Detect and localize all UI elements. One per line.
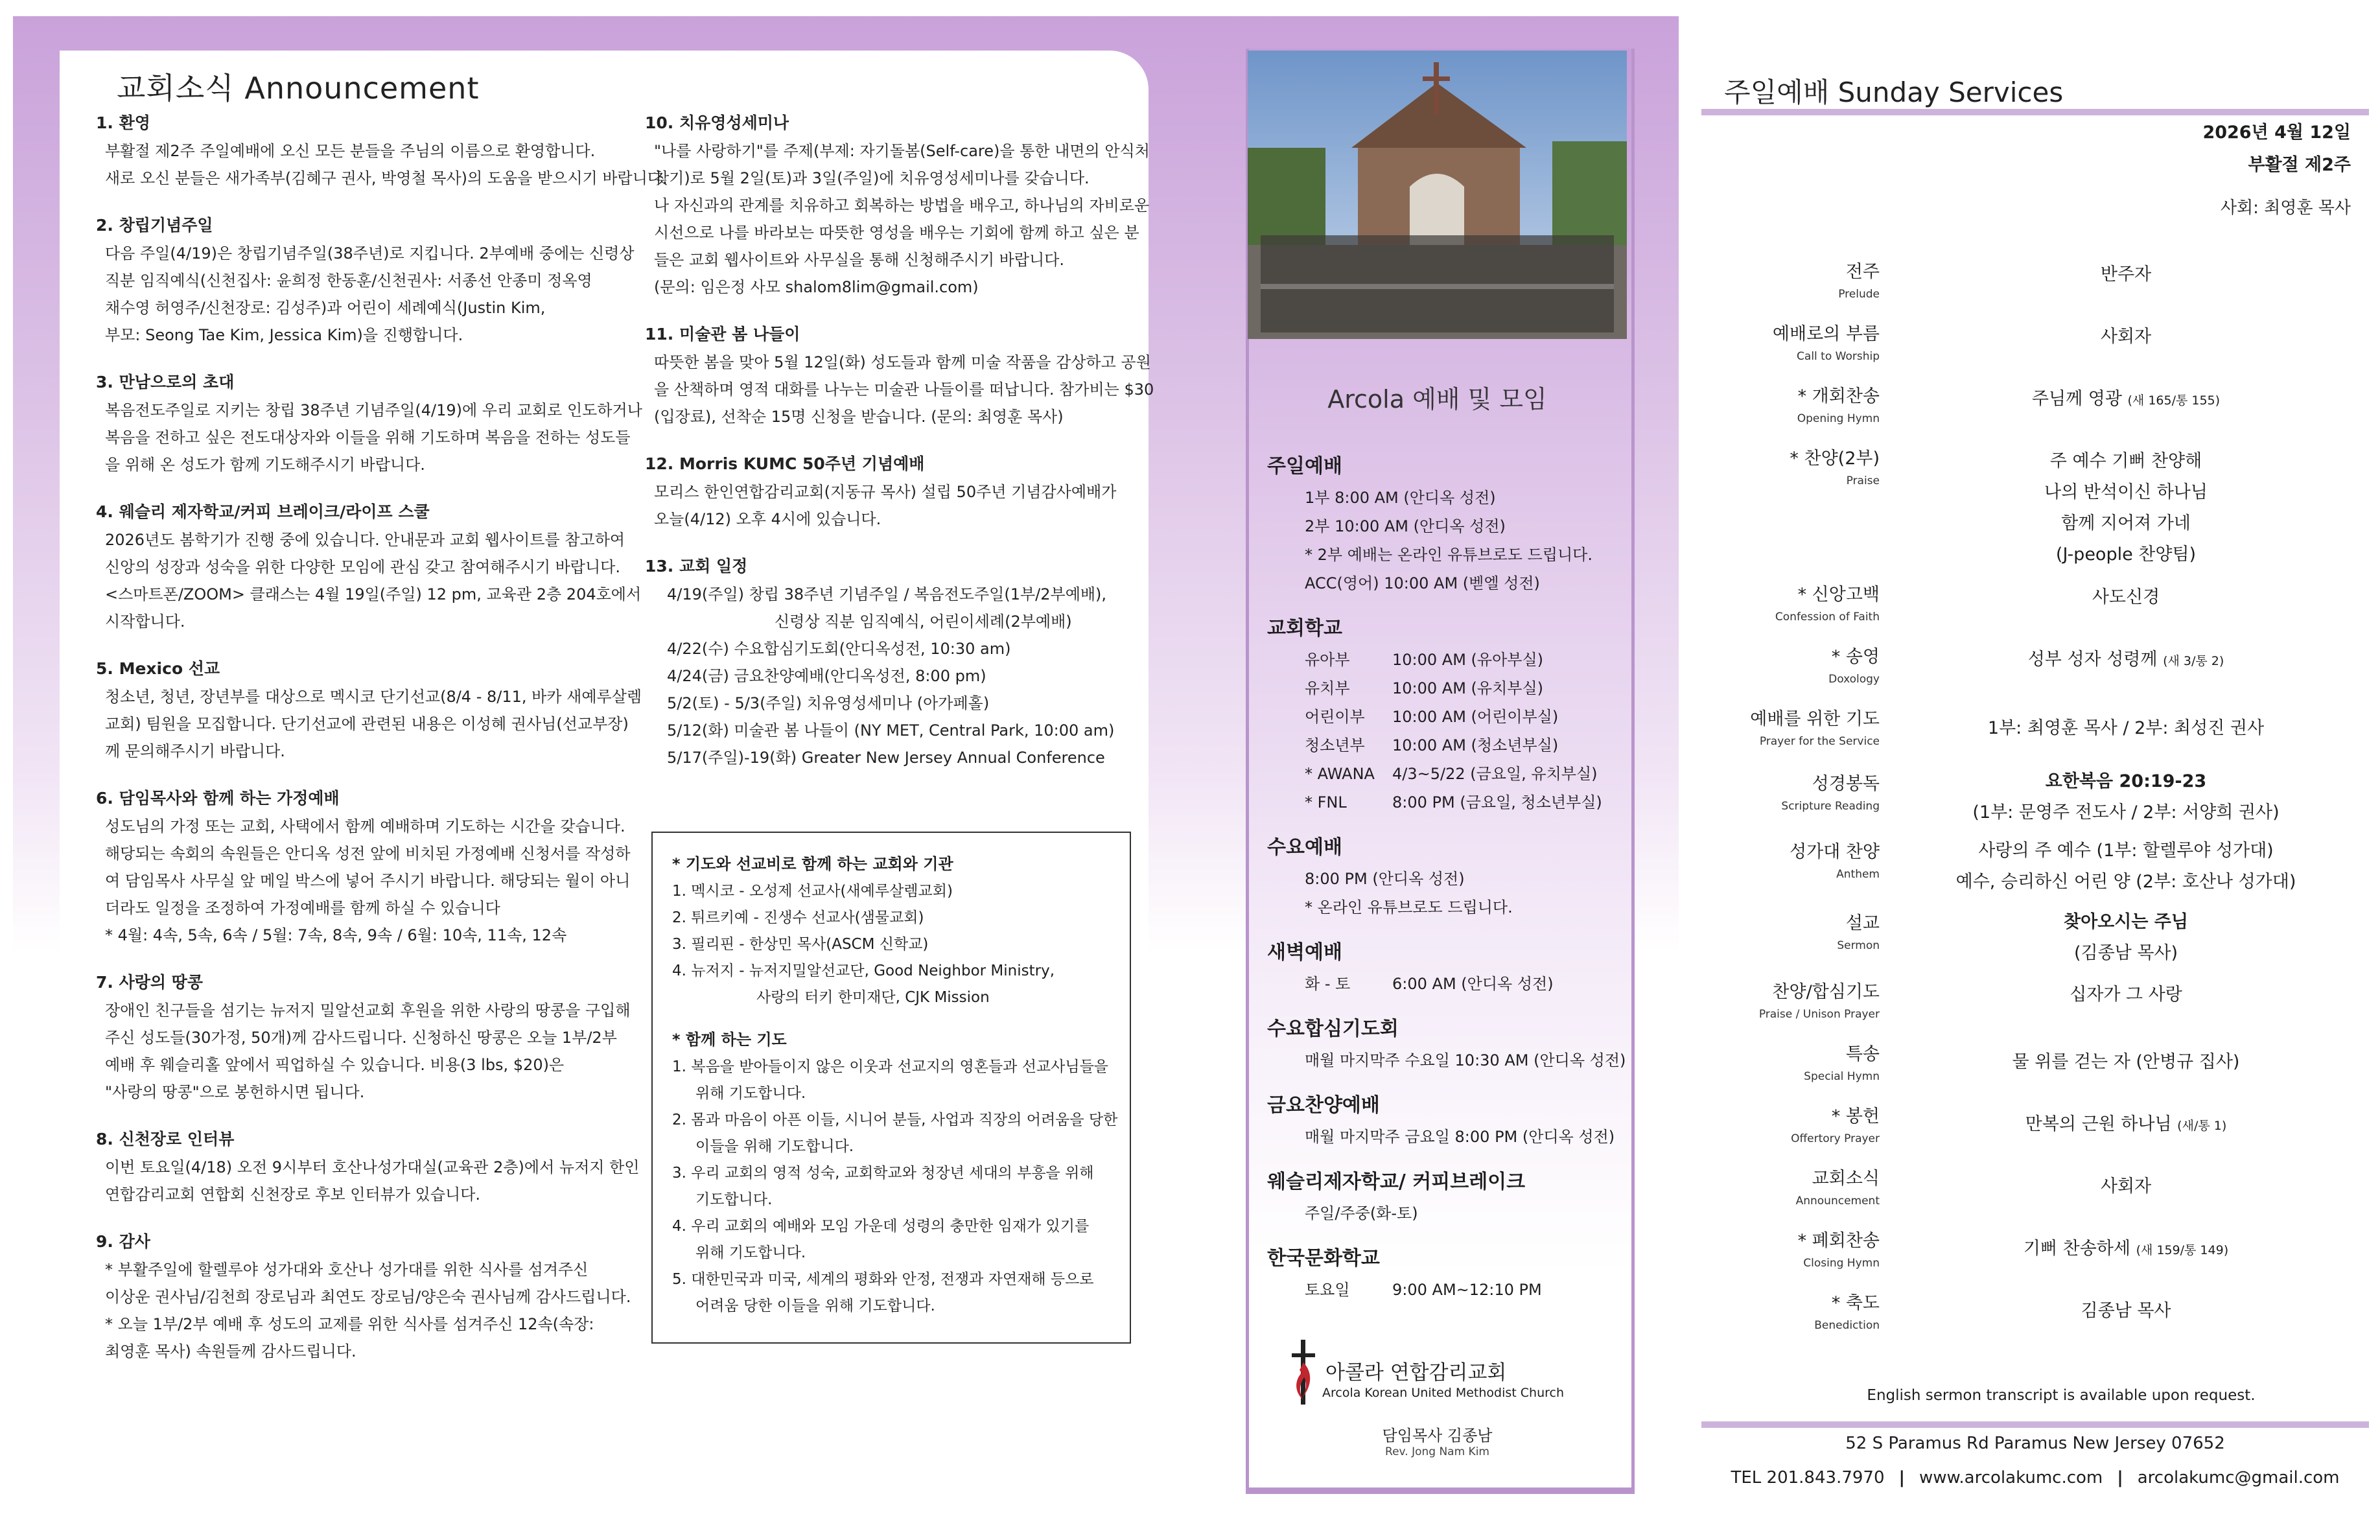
service-date-block: [2202, 117, 2351, 181]
item-line: 2026년도 봄학기가 진행 중에 있습니다. 안내문과 교회 웹사이트를 참고하여: [105, 531, 625, 549]
schedule-key: * FNL: [1305, 793, 1347, 811]
schedule-heading: 금요찬양예배: [1267, 1094, 1380, 1117]
schedule-value: 9:00 AM~12:10 PM: [1392, 1281, 1542, 1299]
announcement-item: [96, 211, 635, 349]
schedule-key: 청소년부: [1305, 736, 1365, 754]
schedule-key: 토요일: [1305, 1281, 1350, 1299]
service-part: * 신앙고백: [1797, 585, 1880, 605]
prayer-line: 1. 복음을 받아들이지 않은 이웃과 선교지의 영혼들과 선교사님들을: [672, 1058, 1109, 1075]
schedule-value: 6:00 AM (안디옥 성전): [1392, 975, 1554, 993]
service-part: * 송영: [1831, 647, 1880, 667]
service-row: [1724, 771, 2372, 839]
item-line: 다음 주일(4/19)은 창립기념주일(38주년)로 지킵니다. 2부예배 중에는 신령상: [105, 244, 635, 262]
schedule-value: 10:00 AM (유치부실): [1392, 679, 1544, 697]
schedule-list: [1267, 447, 1630, 1304]
announcement-item: [96, 1125, 640, 1208]
item-line: 신앙의 성장과 성숙을 위한 다양한 모임에 관심 갖고 참여해주시기 바랍니다.: [105, 558, 620, 576]
divider: [1701, 109, 2369, 115]
item-heading: 9. 감사: [96, 1232, 150, 1251]
church-address: 52 S Paramus Rd Paramus New Jersey 07652: [1845, 1434, 2225, 1453]
item-line: 을 산책하며 영적 대화를 나누는 미술관 나들이를 떠납니다. 참가비는 $30: [654, 380, 1154, 399]
service-part-english: Anthem: [1836, 868, 1880, 881]
service-row: [1724, 911, 2372, 979]
prayer-line: 어려움 당한 이들을 위해 기도합니다.: [695, 1298, 935, 1314]
service-part-english: Closing Hymn: [1803, 1257, 1880, 1270]
service-part-english: Announcement: [1795, 1195, 1880, 1208]
announcement-item: [96, 1228, 631, 1365]
service-detail: 기뻐 찬송하세: [2023, 1239, 2130, 1259]
schedule-row: 1부 8:00 AM (안디옥 성전): [1305, 489, 1496, 507]
service-detail: 1부: 최영훈 목사 / 2부: 최성진 권사: [1987, 718, 2265, 738]
item-line: 시선으로 나를 바라보는 따뜻한 영성을 배우는 기회에 함께 하고 싶은 분: [654, 224, 1139, 242]
transcript-note: English sermon transcript is available upon request.: [1867, 1387, 2256, 1404]
schedule-heading: 수요예배: [1267, 836, 1342, 859]
prayer-line: 4. 우리 교회의 예배와 모임 가운데 성령의 충만한 임재가 있기를: [672, 1218, 1090, 1235]
item-line: 해당되는 속회의 속원들은 안디옥 성전 앞에 비치된 가정예배 신청서를 작성하: [105, 845, 631, 863]
service-part: 예배를 위한 기도: [1750, 709, 1880, 729]
service-part-english: Special Hymn: [1804, 1070, 1880, 1083]
schedule-row: [1267, 760, 1630, 788]
item-line: 께 문의해주시기 바랍니다.: [105, 742, 285, 760]
item-line: 청소년, 청년, 장년부를 대상으로 멕시코 단기선교(8/4 - 8/11, 바카 새예루살렘: [105, 688, 642, 706]
schedule-value: 8:00 PM (금요일, 청소년부실): [1392, 793, 1602, 811]
sermon-title: 찾아오시는 주님: [2064, 912, 2188, 932]
item-heading: 1. 환영: [96, 113, 150, 132]
service-row: [1724, 259, 2372, 321]
item-line: 따뜻한 봄을 맞아 5월 12일(화) 성도들과 함께 미술 작품을 감상하고 공원: [654, 353, 1151, 371]
announcement-item: [96, 968, 631, 1106]
prayer-line: 기도합니다.: [695, 1191, 773, 1208]
service-part: 성가대 찬양: [1790, 842, 1880, 862]
schedule-heading: 교회학교: [1267, 617, 1342, 640]
item-line: 찾기)로 5월 2일(토)과 3일(주일)에 치유영성세미나를 갖습니다.: [654, 169, 1090, 187]
mission-org: 2. 튀르키예 - 진생수 선교사(샘물교회): [672, 909, 924, 926]
announcement-item: [96, 655, 642, 765]
prayer-line: 위해 기도합니다.: [695, 1085, 806, 1102]
phone-number: TEL 201.843.7970: [1731, 1468, 1885, 1488]
service-part-english: Praise: [1846, 474, 1880, 487]
announcement-item: [645, 320, 1154, 430]
item-heading: 8. 신천장로 인터뷰: [96, 1130, 235, 1149]
schedule-row: 주일/주중(화-토): [1305, 1204, 1418, 1222]
service-leader: 사회: 최영훈 목사: [2220, 198, 2351, 218]
service-part-english: Doxology: [1828, 673, 1880, 686]
item-line: 성도님의 가정 또는 교회, 사택에서 함께 예배하며 기도하는 시간을 갖습니다.: [105, 817, 625, 835]
announcement-item: [645, 109, 1150, 301]
service-row: [1724, 1228, 2372, 1290]
item-line: 부모: Seong Tae Kim, Jessica Kim)을 진행합니다.: [105, 326, 463, 344]
service-row: [1724, 706, 2372, 771]
service-row: [1724, 321, 2372, 384]
service-detail: 반주자: [2100, 264, 2152, 285]
service-detail: 물 위를 걷는 자 (안병규 집사): [2012, 1052, 2240, 1072]
item-line: 여 담임목사 사무실 앞 메일 박스에 넣어 주시기 바랍니다. 해당되는 월이 아니: [105, 872, 631, 890]
service-part: 교회소식: [1812, 1169, 1880, 1189]
hymn-number: (새 165/통 155): [2127, 393, 2221, 408]
service-row: [1724, 1104, 2372, 1166]
schedule-row: [1267, 674, 1630, 703]
service-row: [1724, 446, 2372, 582]
schedule-line: 신령상 직분 임직예식, 어린이세례(2부예배): [775, 612, 1072, 631]
service-detail: (J-people 찬양팀): [2055, 544, 2197, 565]
item-heading: 4. 웨슬리 제자학교/커피 브레이크/라이프 스쿨: [96, 502, 430, 521]
hymn-number: (새 159/통 149): [2136, 1243, 2229, 1257]
box-heading: * 기도와 선교비로 함께 하는 교회와 기관: [672, 855, 953, 873]
item-line: 들은 교회 웹사이트와 사무실을 통해 신청해주시기 바랍니다.: [654, 251, 1065, 269]
service-part: * 폐회찬송: [1797, 1231, 1880, 1251]
announcement-item: [96, 784, 631, 949]
item-line: 나 자신과의 관계를 치유하고 회복하는 방법을 배우고, 하나님의 자비로운: [654, 196, 1150, 215]
schedule-heading: 수요합심기도회: [1267, 1018, 1399, 1040]
service-detail: 사랑의 주 예수 (1부: 할렐루야 성가대): [1978, 841, 2274, 861]
item-heading: 12. Morris KUMC 50주년 기념예배: [645, 454, 925, 473]
schedule-value: 10:00 AM (어린이부실): [1392, 708, 1559, 726]
schedule-line: 4/22(수) 수요합심기도회(안디옥성전, 10:30 am): [667, 640, 1011, 658]
item-heading: 11. 미술관 봄 나들이: [645, 325, 800, 344]
item-line: 오늘(4/12) 오후 4시에 있습니다.: [654, 510, 881, 528]
schedule-row: [1267, 703, 1630, 731]
service-part: 설교: [1845, 913, 1880, 933]
item-heading: 2. 창립기념주일: [96, 216, 213, 235]
service-part-english: Praise / Unison Prayer: [1758, 1008, 1880, 1021]
schedule-line: 5/17(주일)-19(화) Greater New Jersey Annual Conference: [667, 749, 1105, 767]
announcement-column-left: [96, 109, 668, 1384]
item-line: 주신 성도들(30가정, 50개)께 감사드립니다. 신청하신 땅콩은 오늘 1부/2부: [105, 1029, 617, 1047]
service-detail: 사도신경: [2092, 587, 2160, 607]
schedule-key: 유치부: [1305, 679, 1350, 697]
services-title: 주일예배 Sunday Services: [1724, 76, 2064, 108]
service-part-english: Opening Hymn: [1797, 412, 1880, 425]
order-of-service: [1724, 259, 2372, 1353]
item-heading: 5. Mexico 선교: [96, 659, 220, 678]
schedule-row: 매월 마지막주 금요일 8:00 PM (안디옥 성전): [1305, 1128, 1615, 1146]
item-line: (문의: 임은정 사모 shalom8lim@gmail.com): [654, 278, 979, 296]
prayer-line: 5. 대한민국과 미국, 세계의 평화와 안정, 전쟁과 자연재해 등으로: [672, 1271, 1094, 1288]
service-part: * 개회찬송: [1797, 386, 1880, 406]
item-line: * 부활주일에 할렐루야 성가대와 호산나 성가대를 위한 식사를 섬겨주신: [105, 1261, 589, 1279]
item-heading: 10. 치유영성세미나: [645, 113, 789, 132]
item-line: 이번 토요일(4/18) 오전 9시부터 호산나성가대실(교육관 2층)에서 뉴저지 한인: [105, 1158, 640, 1176]
schedule-value: 10:00 AM (유아부실): [1392, 651, 1544, 669]
item-line: "사랑의 땅콩"으로 봉헌하시면 됩니다.: [105, 1083, 365, 1101]
item-heading: 6. 담임목사와 함께 하는 가정예배: [96, 789, 340, 808]
service-part-english: Prayer for the Service: [1759, 735, 1880, 748]
announcement-item: [96, 109, 668, 192]
service-detail: (김종남 목사): [2073, 943, 2178, 963]
service-part: 찬양/합심기도: [1772, 982, 1880, 1002]
item-line: 연합감리교회 연합회 신천장로 후보 인터뷰가 있습니다.: [105, 1185, 481, 1204]
website-link[interactable]: www.arcolakumc.com: [1919, 1468, 2103, 1488]
scripture-reference: 요한복음 20:19-23: [2045, 771, 2207, 791]
schedule-row: [1267, 1276, 1630, 1304]
item-line: "나를 사랑하기"를 주제(부제: 자기돌봄(Self-care)을 통한 내면의 안식처: [654, 142, 1150, 160]
mission-org: 3. 필리핀 - 한상민 목사(ASCM 신학교): [672, 936, 929, 953]
item-heading: 7. 사랑의 땅콩: [96, 973, 204, 992]
email-link[interactable]: arcolakumc@gmail.com: [2137, 1468, 2340, 1488]
item-line: 새로 오신 분들은 새가족부(김혜구 권사, 박영철 목사)의 도움을 받으시기 바랍니다.: [105, 169, 668, 187]
box-heading: * 함께 하는 기도: [672, 1031, 787, 1049]
pastor-credit: [1248, 1423, 1627, 1458]
announcement-title: 교회소식 Announcement: [117, 71, 480, 106]
item-line: (입장료), 선착순 15명 신청을 받습니다. (문의: 최영훈 목사): [654, 408, 1064, 426]
schedule-heading: 웨슬리제자학교/ 커피브레이크: [1267, 1171, 1526, 1193]
service-detail: 김종남 목사: [2081, 1301, 2171, 1321]
contact-line: TEL 201.843.7970 | www.arcolakumc.com | arcolakumc@gmail.com: [1731, 1468, 2340, 1488]
prayer-line: 위해 기도합니다.: [695, 1244, 806, 1261]
schedule-key: 어린이부: [1305, 708, 1365, 726]
prayer-line: 이들을 위해 기도합니다.: [695, 1138, 854, 1155]
schedule-heading: 주일예배: [1267, 455, 1342, 478]
item-line: 시작합니다.: [105, 612, 185, 631]
service-date: 2026년 4월 12일: [2202, 122, 2351, 143]
service-detail: 사회자: [2100, 327, 2152, 347]
schedule-row: 8:00 PM (안디옥 성전): [1305, 870, 1465, 888]
item-line: 복음전도주일로 지키는 창립 38주년 기념주일(4/19)에 우리 교회로 인도하거나: [105, 401, 642, 419]
announcement-item: [645, 450, 1138, 533]
announcement-item: [96, 498, 642, 635]
mission-org: 4. 뉴저지 - 뉴저지밀알선교단, Good Neighbor Ministry,: [672, 962, 1055, 979]
schedule-value: 10:00 AM (청소년부실): [1392, 736, 1559, 754]
item-heading: 13. 교회 일정: [645, 557, 748, 576]
mission-org: 사랑의 터키 한미재단, CJK Mission: [756, 989, 990, 1006]
schedule-value: 4/3~5/22 (금요일, 유치부실): [1392, 765, 1598, 783]
service-row: [1724, 384, 2372, 446]
service-detail: (1부: 문영주 전도사 / 2부: 서양희 권사): [1972, 802, 2280, 822]
service-row: [1724, 1042, 2372, 1104]
item-line: 복음을 전하고 싶은 전도대상자와 이들을 위해 기도하며 복음을 전하는 성도들: [105, 428, 631, 447]
schedule-row: ACC(영어) 10:00 AM (벧엘 성전): [1305, 574, 1540, 592]
service-part-english: Offertory Prayer: [1791, 1132, 1880, 1145]
service-part-english: Confession of Faith: [1775, 611, 1880, 624]
item-line: 직분 임직예식(신천집사: 윤희정 한동훈/신천권사: 서종선 안종미 정옥영: [105, 272, 592, 290]
schedule-row: 2부 10:00 AM (안디옥 성전): [1305, 517, 1506, 535]
church-photo: [1248, 51, 1627, 339]
schedule-heading: 새벽예배: [1267, 941, 1342, 964]
service-row: [1724, 644, 2372, 706]
hymn-number: (새/통 1): [2177, 1119, 2227, 1133]
announcement-column-right: [645, 109, 1154, 791]
service-part: 예배로의 부름: [1772, 324, 1880, 344]
prayer-line: 3. 우리 교회의 영적 성숙, 교회학교와 청장년 세대의 부흥을 위해: [672, 1165, 1094, 1182]
pastor-name-english: Rev. Jong Nam Kim: [1385, 1445, 1489, 1458]
item-line: 더라도 일정을 조정하여 가정예배를 함께 하실 수 있습니다: [105, 899, 500, 917]
item-line: 을 위해 온 성도가 함께 기도해주시기 바랍니다.: [105, 456, 425, 474]
schedule-key: 유아부: [1305, 651, 1350, 669]
prayer-line: 2. 몸과 마음이 아픈 이들, 시니어 분들, 사업과 직장의 어려움을 당한: [672, 1112, 1118, 1128]
schedule-row: [1267, 970, 1630, 998]
service-part: 전주: [1845, 262, 1880, 282]
item-line: 예배 후 웨슬리홀 앞에서 픽업하실 수 있습니다. 비용(3 lbs, $20)은: [105, 1056, 565, 1074]
service-part-english: Call to Worship: [1797, 350, 1880, 363]
service-part: 성경봉독: [1812, 774, 1880, 794]
prayer-box: [651, 832, 1131, 1344]
service-detail: 주 예수 기뻐 찬양해: [2049, 451, 2202, 471]
service-detail: 사회자: [2100, 1176, 2152, 1196]
schedule-row: 매월 마지막주 수요일 10:30 AM (안디옥 성전): [1305, 1051, 1626, 1069]
item-line: 교회) 팀원을 모집합니다. 단기선교에 관련된 내용은 이성혜 권사님(선교부장): [105, 715, 629, 733]
hymn-number: (새 3/통 2): [2163, 654, 2224, 668]
schedule-line: 4/24(금) 금요찬양예배(안디옥성전, 8:00 pm): [667, 667, 986, 685]
item-line: 이상운 권사님/김천희 장로님과 최연도 장로님/양은숙 권사님께 감사드립니다.: [105, 1288, 631, 1306]
announcement-item: [645, 552, 1138, 771]
service-part: * 봉헌: [1831, 1106, 1880, 1126]
service-detail: 나의 반석이신 하나님: [2044, 482, 2208, 502]
service-part: 특송: [1845, 1044, 1880, 1064]
schedule-heading: 한국문화학교: [1267, 1247, 1380, 1270]
church-name-english: Arcola Korean United Methodist Church: [1322, 1386, 1564, 1400]
service-part: * 축도: [1831, 1293, 1880, 1313]
cross-flame-icon: [1287, 1336, 1319, 1408]
announcement-item: [96, 368, 642, 478]
item-line: 채수영 허영주/신천장로: 김성주)과 어린이 세례예식(Justin Kim,: [105, 299, 546, 317]
item-line: * 4월: 4속, 5속, 6속 / 5월: 7속, 8속, 9속 / 6월: 10속, 11속, 12속: [105, 926, 567, 944]
item-line: 장애인 친구들을 섬기는 뉴저지 밀알선교회 후원을 위한 사랑의 땅콩을 구입해: [105, 1001, 631, 1020]
service-part-english: Benediction: [1814, 1319, 1880, 1332]
service-row: [1724, 582, 2372, 644]
item-heading: 3. 만남으로의 초대: [96, 373, 235, 391]
schedule-line: 4/19(주일) 창립 38주년 기념주일 / 복음전도주일(1부/2부예배),: [667, 585, 1107, 603]
service-detail: 예수, 승리하신 어린 양 (2부: 호산나 성가대): [1955, 872, 2296, 892]
schedule-line: 5/2(토) - 5/3(주일) 치유영성세미나 (아가페홀): [667, 694, 990, 712]
mission-org: 1. 멕시코 - 오성제 선교사(새예루살렘교회): [672, 883, 953, 900]
schedule-row: [1267, 731, 1630, 760]
service-part-english: Sermon: [1837, 939, 1880, 952]
schedule-key: 화 - 토: [1305, 975, 1351, 993]
service-detail: 함께 지어져 가네: [2061, 513, 2191, 533]
schedule-row: * 온라인 유튜브로도 드립니다.: [1305, 898, 1513, 916]
item-line: 모리스 한인연합감리교회(지동규 목사) 설립 50주년 기념감사예배가: [654, 483, 1117, 501]
item-line: 부활절 제2주 주일예배에 오신 모든 분들을 주님의 이름으로 환영합니다.: [105, 142, 596, 160]
service-row: [1724, 1166, 2372, 1228]
item-line: * 오늘 1부/2부 예배 후 성도의 교제를 위한 식사를 섬겨주신 12속(속장:: [105, 1315, 594, 1333]
service-row: [1724, 1290, 2372, 1353]
schedule-key: * AWANA: [1305, 765, 1375, 783]
service-row: [1724, 979, 2372, 1042]
service-detail: 주님께 영광: [2031, 389, 2122, 409]
schedule-row: [1267, 646, 1630, 674]
service-row: [1724, 839, 2372, 911]
schedule-title: Arcola 예배 및 모임: [1327, 385, 1547, 414]
schedule-line: 5/12(화) 미술관 봄 나들이 (NY MET, Central Park, 10:00 am): [667, 721, 1115, 740]
item-line: 최영훈 목사) 속원들께 감사드립니다.: [105, 1342, 356, 1360]
service-detail: 성부 성자 성령께: [2027, 649, 2158, 670]
service-part-english: Scripture Reading: [1781, 800, 1880, 813]
service-part-english: Prelude: [1838, 288, 1880, 301]
schedule-row: * 2부 예배는 온라인 유튜브로도 드립니다.: [1305, 546, 1592, 564]
item-line: <스마트폰/ZOOM> 클래스는 4월 19일(주일) 12 pm, 교육관 2층 204호에서: [105, 585, 642, 603]
church-name-korean: 아콜라 연합감리교회: [1325, 1361, 1507, 1384]
service-detail: 십자가 그 사랑: [2070, 985, 2182, 1005]
service-part: * 찬양(2부): [1790, 449, 1880, 469]
service-week: 부활절 제2주: [2248, 155, 2351, 175]
schedule-row: [1267, 788, 1630, 817]
divider: [1701, 1421, 2369, 1428]
service-detail: 만복의 근원 하나님: [2025, 1114, 2172, 1134]
pastor-name: 담임목사 김종남: [1382, 1427, 1493, 1445]
